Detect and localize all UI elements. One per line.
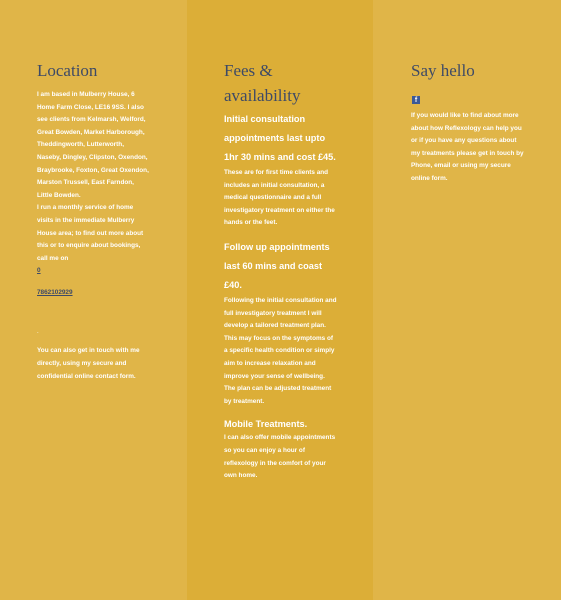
say-hello-heading: Say hello <box>411 61 475 80</box>
follow-up-text: Following the initial consultation and full investigatory treatment I will develop a tailored treatment plan. This may focus on the symptoms of a specific health condition or simply aim to increase relaxation and improve your sense of wellbeing. The plan can be adjusted treatment by treatment. <box>224 296 337 405</box>
say-hello-column <box>373 0 561 600</box>
phone-link[interactable]: 7862102929 <box>37 289 73 297</box>
follow-up-title: Follow up appointments last 60 mins and coast £40. <box>224 241 330 290</box>
phone-link-prefix[interactable]: 0 <box>37 267 41 275</box>
say-hello-text: If you would like to find about more about how Reflexology can help you or if you have any questions about my treatments please get in touch by Phone, email or using my secure online form. <box>411 112 524 182</box>
fees-column <box>187 0 373 600</box>
mobile-treatments-text: I can also offer mobile appointments so you can enjoy a hour of reflexology in the comfort of your own home. <box>224 434 336 480</box>
home-visits-paragraph: I run a monthly service of home visits in the immediate Mulberry House area; to find out more about this or to enquire about bookings, call me on <box>37 204 144 262</box>
contact-form-paragraph: You can also get in touch with me directly, using my secure and confidential online contact form. <box>37 347 140 380</box>
separator-dot: . <box>37 329 39 336</box>
location-heading: Location <box>37 61 98 80</box>
facebook-icon[interactable]: f <box>412 96 420 104</box>
location-column <box>0 0 187 600</box>
initial-consultation-title: Initial consultation appointments last upto 1hr 30 mins and cost £45. <box>224 114 336 162</box>
fees-heading: Fees & availability <box>224 61 301 105</box>
location-paragraph: I am based in Mulberry House, 6 Home Farm Close, LE16 9SS. I also see clients from Kelmarsh, Welford, Great Bowden, Market Harborough, Theddingworth, Lutterworth, Naseby, Dingley, Clipston, Oxendon, Braybrooke, Foxton, Great Oxendon, Marston Trussell, East Farndon, Little Bowden. <box>37 91 149 199</box>
mobile-treatments-title: Mobile Treatments. <box>224 419 308 430</box>
initial-consultation-text: These are for first time clients and includes an initial consultation, a medical questionnaire and a full investigatory treatment on either the hands or the feet. <box>224 169 335 227</box>
